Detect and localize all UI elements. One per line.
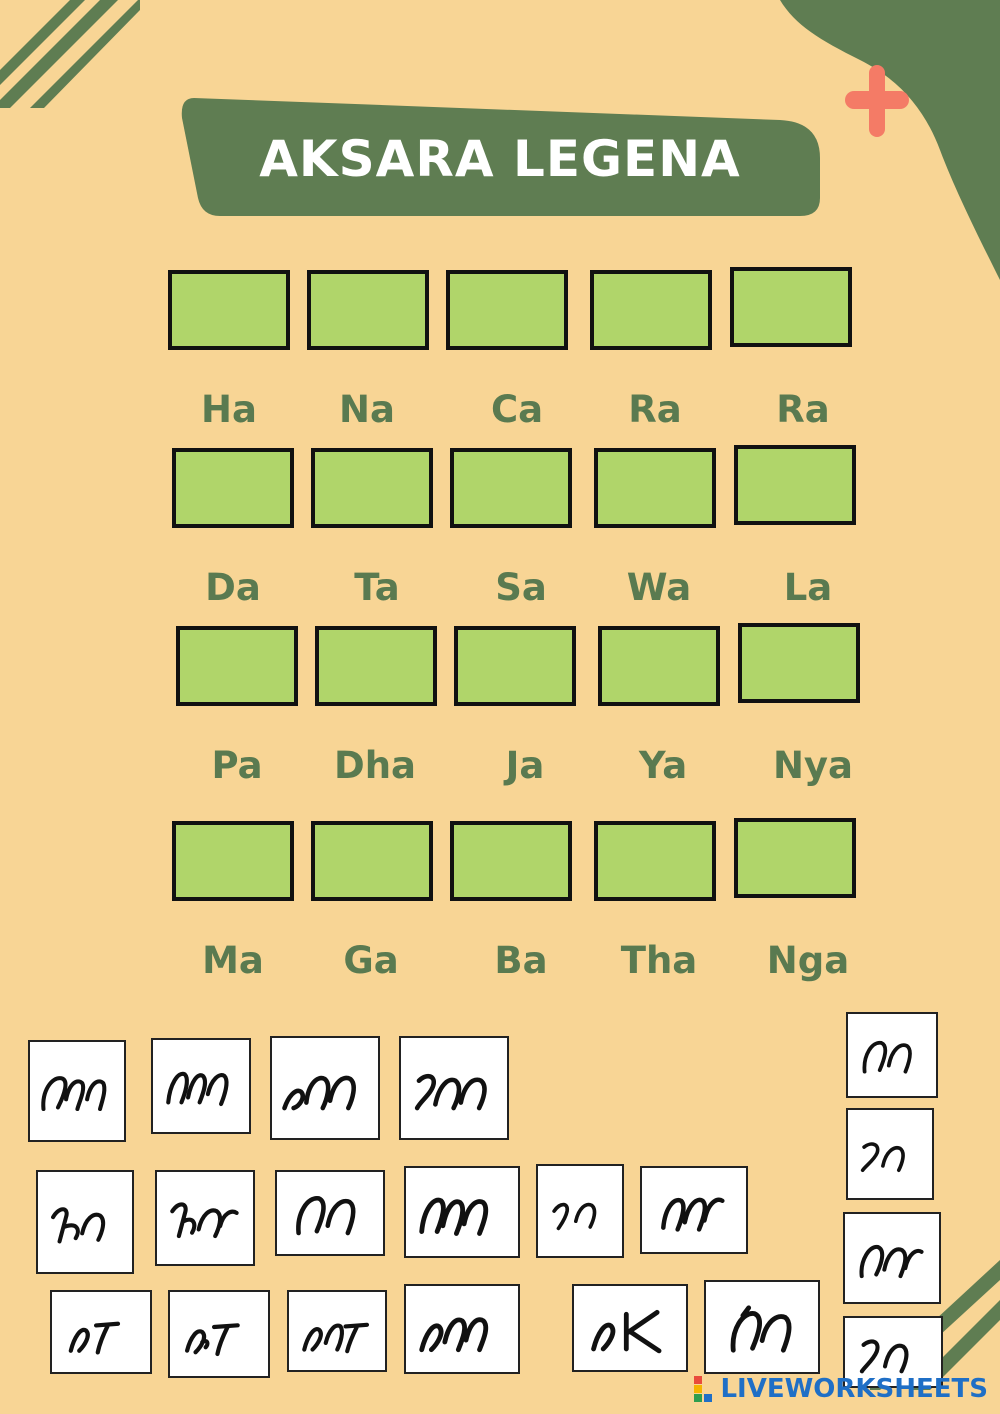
aksara-card[interactable]: [846, 1108, 934, 1200]
page-title: AKSARA LEGENA: [259, 130, 741, 188]
drop-slot[interactable]: [172, 448, 294, 528]
title-banner: [180, 98, 820, 216]
aksara-glyph-icon: [582, 1295, 678, 1361]
decorative-strokes-top-left: [0, 0, 140, 110]
aksara-card[interactable]: [155, 1170, 255, 1266]
aksara-glyph-icon: [544, 1176, 616, 1246]
aksara-card[interactable]: [640, 1166, 748, 1254]
aksara-glyph-icon: [414, 1295, 510, 1362]
syllable-label: Na: [339, 388, 395, 431]
drop-slot[interactable]: [730, 267, 852, 347]
drop-slot[interactable]: [734, 818, 856, 898]
aksara-glyph-icon: [854, 1023, 930, 1087]
aksara-glyph-icon: [37, 1053, 118, 1129]
liveworksheets-wordmark: LIVEWORKSHEETS: [720, 1374, 988, 1404]
drop-slot[interactable]: [315, 626, 437, 706]
syllable-label: Ra: [776, 388, 830, 431]
syllable-label: Ca: [490, 388, 544, 431]
aksara-card[interactable]: [536, 1164, 624, 1258]
syllable-label: Pa: [211, 744, 263, 787]
syllable-label: Wa: [626, 566, 692, 609]
aksara-card[interactable]: [404, 1284, 520, 1374]
aksara-glyph-icon: [279, 1049, 370, 1127]
aksara-glyph-icon: [160, 1050, 243, 1122]
drop-slot[interactable]: [594, 821, 716, 901]
drop-slot[interactable]: [734, 445, 856, 525]
aksara-glyph-icon: [852, 1224, 933, 1293]
aksara-card[interactable]: [404, 1166, 520, 1258]
aksara-glyph-icon: [714, 1292, 810, 1362]
liveworksheets-branding: [694, 1374, 988, 1404]
aksara-glyph-icon: [284, 1181, 375, 1245]
plus-sparkle-icon: [845, 65, 909, 137]
drop-slot[interactable]: [307, 270, 429, 350]
syllable-label: Dha: [333, 744, 417, 787]
aksara-glyph-icon: [164, 1182, 247, 1254]
aksara-card[interactable]: [36, 1170, 134, 1274]
syllable-label: La: [783, 566, 833, 609]
aksara-glyph-icon: [59, 1301, 143, 1363]
aksara-glyph-icon: [296, 1301, 379, 1362]
drop-slot[interactable]: [598, 626, 720, 706]
drop-slot[interactable]: [594, 448, 716, 528]
syllable-label: Nya: [772, 744, 854, 787]
syllable-label: Ma: [202, 939, 264, 982]
aksara-glyph-icon: [177, 1301, 261, 1367]
aksara-glyph-icon: [414, 1178, 510, 1247]
drop-slot[interactable]: [168, 270, 290, 350]
aksara-card[interactable]: [572, 1284, 688, 1372]
aksara-glyph-icon: [408, 1049, 499, 1127]
aksara-glyph-icon: [649, 1177, 738, 1243]
aksara-card[interactable]: [704, 1280, 820, 1374]
aksara-card[interactable]: [270, 1036, 380, 1140]
aksara-glyph-icon: [45, 1183, 126, 1261]
aksara-card[interactable]: [287, 1290, 387, 1372]
liveworksheets-logo-icon: [694, 1376, 714, 1402]
aksara-card[interactable]: [151, 1038, 251, 1134]
syllable-label: Ga: [343, 939, 399, 982]
aksara-glyph-icon: [852, 1325, 935, 1378]
aksara-card[interactable]: [843, 1212, 941, 1304]
aksara-card[interactable]: [50, 1290, 152, 1374]
aksara-card[interactable]: [846, 1012, 938, 1098]
syllable-label: Tha: [620, 939, 698, 982]
syllable-label: Ja: [505, 744, 545, 787]
drop-slot[interactable]: [172, 821, 294, 901]
drop-slot[interactable]: [450, 821, 572, 901]
drop-slot[interactable]: [311, 821, 433, 901]
aksara-card[interactable]: [168, 1290, 270, 1378]
syllable-label: Sa: [495, 566, 547, 609]
aksara-card[interactable]: [275, 1170, 385, 1256]
drop-slot[interactable]: [738, 623, 860, 703]
drop-slot[interactable]: [176, 626, 298, 706]
syllable-label: Da: [205, 566, 261, 609]
aksara-glyph-icon: [854, 1120, 926, 1189]
syllable-label: Ha: [201, 388, 257, 431]
aksara-card[interactable]: [28, 1040, 126, 1142]
syllable-label: Ra: [628, 388, 682, 431]
drop-slot[interactable]: [450, 448, 572, 528]
drop-slot[interactable]: [454, 626, 576, 706]
syllable-label: Nga: [766, 939, 850, 982]
drop-slot[interactable]: [311, 448, 433, 528]
drop-slot[interactable]: [590, 270, 712, 350]
aksara-card[interactable]: [399, 1036, 509, 1140]
syllable-label: Ba: [494, 939, 548, 982]
syllable-label: Ta: [354, 566, 400, 609]
syllable-label: Ya: [638, 744, 688, 787]
drop-slot[interactable]: [446, 270, 568, 350]
